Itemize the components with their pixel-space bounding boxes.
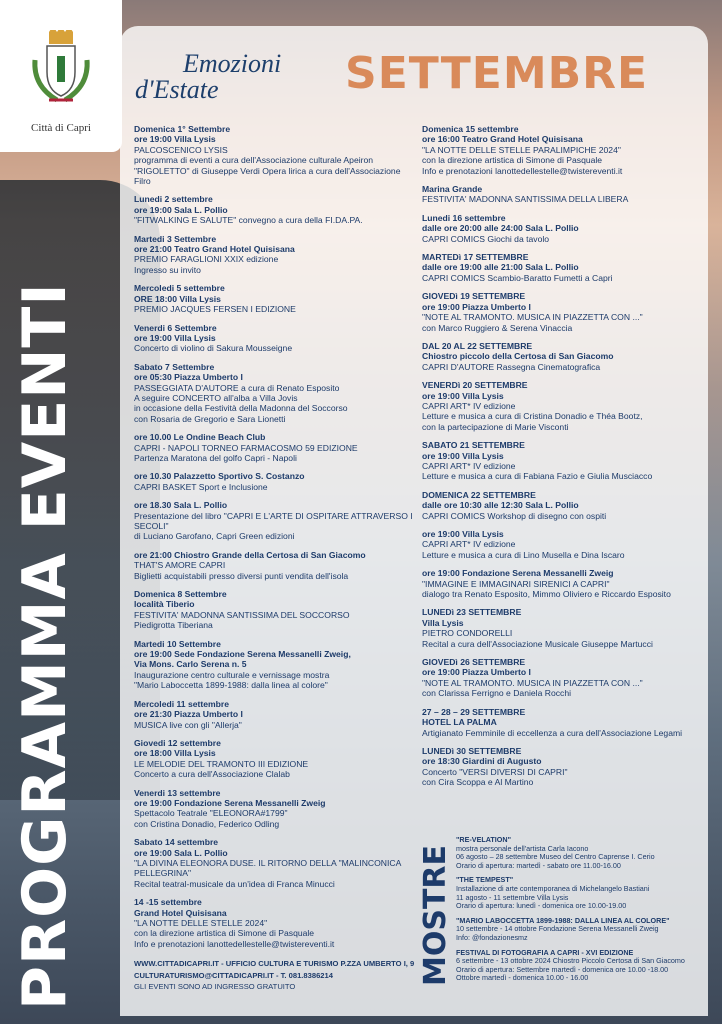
event-detail-line: "NOTE AL TRAMONTO. MUSICA IN PIAZZETTA CON ..."	[422, 677, 643, 688]
right-events-column	[422, 124, 707, 796]
event-heading-line: Lunedi 16 settembre	[422, 212, 506, 223]
event-detail-line: MUSICA live con gli "Allerja"	[134, 719, 242, 730]
event-heading-line: Marina Grande	[422, 184, 483, 195]
exhibition-item	[456, 836, 706, 870]
mostre-title: MOSTRE	[418, 844, 453, 986]
event-detail-line: con la direzione artistica di Simone di Pasquale	[134, 928, 315, 939]
event-detail-line: di Luciano Garofano, Capri Green edizioni	[134, 531, 295, 542]
event-detail-line: CAPRI ART* IV edizione	[422, 460, 516, 471]
event-detail-line: CAPRI ART* IV edizione	[422, 400, 516, 411]
event-detail-line: A seguire CONCERTO all'alba a Villa Jovis	[134, 392, 298, 403]
event-detail-line: "LA NOTTE DELLE STELLE 2024"	[134, 918, 268, 928]
event-heading-line: ore 19:00 Sala L. Pollio	[134, 847, 228, 858]
event-detail-line: CAPRI COMICS Workshop di disegno con ospiti	[422, 510, 607, 521]
footer-free-entry: GLI EVENTI SONO AD INGRESSO GRATUITO	[134, 982, 296, 991]
event-item	[134, 589, 419, 631]
event-detail-line: FESTIVITA' MADONNA SANTISSIMA DEL SOCCORSO	[134, 609, 350, 620]
event-detail-line: Orario di apertura: martedì - sabato ore 11.00-16.00	[456, 860, 621, 870]
event-heading-line: ore 19:00 Piazza Umberto I	[422, 667, 531, 678]
footer-email-phone[interactable]: CULTURATURISMO@CITTADICAPRI.IT - T. 081.8386214	[134, 970, 333, 980]
event-item	[134, 500, 419, 542]
left-events-column	[134, 124, 419, 957]
event-heading-line: Grand Hotel Quisisana	[134, 907, 227, 918]
event-detail-line: Installazione di arte contemporanea di Michelangelo Bastiani	[456, 883, 650, 893]
event-detail-line: "LA NOTTE DELLE STELLE PARALIMPICHE 2024"	[422, 144, 621, 155]
event-detail-line: "LA DIVINA ELEONORA DUSE. IL RITORNO DELLA "MALINCONICA PELLEGRINA"	[134, 857, 401, 879]
programma-eventi-title: PROGRAMMA EVENTI	[10, 282, 80, 1010]
event-heading-line: ore 21:30 Piazza Umberto I	[134, 709, 243, 720]
event-heading-line: ore 10.30 Palazzetto Sportivo S. Costanzo	[134, 471, 305, 482]
event-heading-line: ore 19:00 Piazza Umberto I	[422, 301, 531, 312]
event-item	[422, 213, 707, 244]
event-item	[422, 440, 707, 482]
event-detail-line: Biglietti acquistabili presso diversi punti vendita dell'isola	[134, 570, 349, 581]
event-heading-line: ore 19:00 Villa Lysis	[422, 529, 504, 539]
event-heading-line: "THE TEMPEST"	[456, 875, 514, 885]
event-item	[134, 837, 419, 889]
event-heading-line: MARTEDì 17 SETTEMBRE	[422, 252, 529, 263]
exhibition-item	[456, 876, 706, 910]
event-detail-line: Orario di apertura: lunedì - domenica ore 10.00-19.00	[456, 901, 627, 911]
event-detail-line: CAPRI D'AUTORE Rassegna Cinematografica	[422, 361, 601, 372]
event-heading-line: ore 18:00 Villa Lysis	[134, 748, 216, 759]
event-heading-line: "RE-VELATION"	[456, 835, 511, 844]
event-detail-line: PIETRO CONDORELLI	[422, 628, 513, 639]
event-heading-line: ore 19:00 Sede Fondazione Serena Messanelli Zweig,	[134, 649, 351, 660]
event-item	[422, 529, 707, 560]
month-title: SETTEMBRE	[345, 48, 649, 99]
event-heading-line: "MARIO LABOCCETTA 1899-1988: DALLA LINEA AL COLORE"	[456, 915, 670, 925]
event-heading-line: ore 19:00 Villa Lysis	[134, 332, 216, 343]
event-heading-line: ore 21:00 Teatro Grand Hotel Quisisana	[134, 244, 295, 255]
event-item	[422, 184, 707, 205]
event-item	[422, 568, 707, 599]
event-detail-line: con Cristina Donadio, Federico Odling	[134, 818, 280, 829]
event-detail-line: con la direzione artistica di Simone di Pasquale	[422, 155, 603, 166]
event-detail-line: con Clarissa Ferrigno e Daniela Rocchi	[422, 688, 572, 699]
event-heading-line: SABATO 21 SETTEMBRE	[422, 440, 525, 451]
event-detail-line: con Rosaria de Gregorio e Sara Lionetti	[134, 413, 286, 424]
event-heading-line: dalle ore 10:30 alle 12:30 Sala L. Pollio	[422, 500, 579, 511]
city-name: Città di Capri	[31, 122, 91, 134]
event-item	[422, 746, 707, 788]
event-detail-line: CAPRI ART* IV edizione	[422, 539, 516, 550]
event-detail-line: Partenza Maratona del golfo Capri - Napoli	[134, 452, 297, 463]
event-detail-line: Recital a cura dell'Associazione Musicale Giuseppe Martucci	[422, 638, 653, 649]
event-detail-line: Spettacolo Teatrale "ELEONORA#1799"	[134, 808, 288, 819]
event-detail-line: Piedigrotta Tiberiana	[134, 620, 213, 631]
event-item	[134, 639, 419, 691]
event-detail-line: Presentazione del libro "CAPRI E L'ARTE DI OSPITARE ATTRAVERSO I SECOLI"	[134, 510, 413, 531]
event-item	[422, 707, 707, 738]
event-detail-line: CAPRI - NAPOLI TORNEO FARMACOSMO 59 EDIZIONE	[134, 442, 358, 453]
event-detail-line: 10 settembre - 14 ottobre Fondazione Serena Messanelli Zweig	[456, 924, 659, 934]
event-detail-line: Info: @fondazionesmz	[456, 932, 528, 942]
event-detail-line: Letture e musica a cura di Cristina Donadio e Théa Bootz,	[422, 411, 643, 422]
event-heading-line: Venerdi 13 settembre	[134, 787, 221, 798]
mostre-list	[456, 836, 706, 989]
event-detail-line: PREMIO JACQUES FERSEN I EDIZIONE	[134, 304, 296, 315]
event-heading-line: Martedi 3 Settembre	[134, 233, 217, 244]
event-detail-line: in occasione della Festività della Madonna del Soccorso	[134, 403, 348, 414]
event-detail-line: Concerto a cura dell'Associazione Clalab	[134, 769, 290, 780]
event-detail-line: PREMIO FARAGLIONI XXIX edizione	[134, 254, 279, 265]
event-item	[422, 124, 707, 176]
event-detail-line: con Cira Scoppa e Al Martino	[422, 777, 534, 788]
event-heading-line: 27 – 28 – 29 SETTEMBRE	[422, 706, 526, 717]
event-heading-line: Sabato 7 Settembre	[134, 361, 215, 372]
event-detail-line: Artigianato Femminile di eccellenza a cura dell'Associazione Legami	[422, 727, 683, 738]
event-heading-line: Giovedi 12 settembre	[134, 737, 221, 748]
event-heading-line: ore 19:00 Villa Lysis	[422, 450, 504, 461]
event-item	[422, 252, 707, 283]
event-item	[134, 738, 419, 780]
event-detail-line: programma di eventi a cura dell'Associazione culturale Apeiron	[134, 155, 374, 166]
event-heading-line: FESTIVAL DI FOTOGRAFIA A CAPRI - XVI EDIZIONE	[456, 947, 634, 957]
event-heading-line: dalle ore 19:00 alle 21:00 Sala L. Pollio	[422, 262, 579, 273]
event-detail-line: Letture e musica a cura di Lino Musella e Dina Iscaro	[422, 549, 625, 560]
event-heading-line: Domenica 1° Settembre	[134, 124, 231, 134]
event-heading-line: Domenica 8 Settembre	[134, 589, 227, 600]
event-detail-line: Concerto "VERSI DIVERSI DI CAPRI"	[422, 766, 568, 777]
event-heading-line: Mercoledi 11 settembre	[134, 698, 230, 709]
event-item	[422, 490, 707, 521]
event-heading-line: Mercoledi 5 settembre	[134, 283, 225, 294]
event-detail-line: PALCOSCENICO LYSIS	[134, 144, 228, 155]
event-heading-line: ore 18.30 Sala L. Pollio	[134, 500, 228, 511]
event-detail-line: Letture e musica a cura di Fabiana Fazio e Giulia Musciacco	[422, 471, 653, 482]
event-heading-line: ore 21:00 Chiostro Grande della Certosa di San Giacomo	[134, 549, 366, 560]
event-detail-line: "RIGOLETTO" di Giuseppe Verdi Opera lirica a cura dell'Associazione Filro	[134, 165, 401, 187]
event-item	[422, 291, 707, 333]
event-heading-line: ORE 18:00 Villa Lysis	[134, 293, 221, 304]
event-detail-line: mostra personale dell'artista Carla Iacono	[456, 843, 589, 853]
event-item	[134, 471, 419, 492]
event-heading-line: Chiostro piccolo della Certosa di San Giacomo	[422, 351, 614, 362]
event-heading-line: ore 19:00 Sala L. Pollio	[134, 204, 228, 215]
event-heading-line: ore 10.00 Le Ondine Beach Club	[134, 432, 266, 443]
event-detail-line: con Marco Ruggiero & Serena Vinaccia	[422, 322, 573, 333]
event-item	[134, 124, 419, 186]
event-detail-line: LE MELODIE DEL TRAMONTO III EDIZIONE	[134, 758, 309, 769]
event-item	[134, 194, 419, 225]
event-heading-line: 14 -15 settembre	[134, 897, 202, 908]
event-detail-line: "IMMAGINE E IMMAGINARI SIRENICI A CAPRI"	[422, 578, 610, 589]
event-detail-line: Info e prenotazioni lanottedellestelle@twistereventi.it	[422, 165, 623, 176]
capri-coat-of-arms-icon	[29, 30, 93, 110]
event-heading-line: HOTEL LA PALMA	[422, 717, 497, 728]
event-heading-line: Sabato 14 settembre	[134, 837, 219, 848]
event-detail-line: Info e prenotazioni lanottedellestelle@twistereventi.it	[134, 938, 335, 949]
event-item	[134, 432, 419, 463]
exhibition-item	[456, 949, 706, 983]
event-heading-line: ore 19:00 Fondazione Serena Messanelli Zweig	[134, 797, 326, 808]
event-item	[134, 234, 419, 276]
event-heading-line: ore 16:00 Teatro Grand Hotel Quisisana	[422, 134, 583, 145]
event-heading-line: ore 19:00 Fondazione Serena Messanelli Zweig	[422, 568, 614, 579]
event-heading-line: ore 19:00 Villa Lysis	[134, 134, 216, 145]
event-detail-line: Recital teatral-musicale da un'idea di Franca Minucci	[134, 878, 335, 889]
event-detail-line: CAPRI COMICS Giochi da tavolo	[422, 233, 550, 244]
event-detail-line: 6 settembre - 13 ottobre 2024 Chiostro Piccolo Certosa di San Giacomo	[456, 956, 685, 966]
event-heading-line: GIOVEDì 26 SETTEMBRE	[422, 657, 526, 668]
event-detail-line: Concerto di violino di Sakura Mousseigne	[134, 343, 293, 354]
event-item	[134, 550, 419, 581]
event-item	[134, 788, 419, 830]
event-heading-line: DAL 20 AL 22 SETTEMBRE	[422, 340, 533, 351]
event-heading-line: Venerdi 6 Settembre	[134, 322, 217, 333]
event-item	[134, 323, 419, 354]
event-item	[422, 657, 707, 699]
event-item	[134, 897, 419, 949]
event-heading-line: Domenica 15 settembre	[422, 124, 519, 134]
event-detail-line: PASSEGGIATA D'AUTORE a cura di Renato Esposito	[134, 382, 340, 393]
city-crest	[0, 0, 122, 152]
event-heading-line: DOMENICA 22 SETTEMBRE	[422, 489, 536, 500]
event-detail-line: Inaugurazione centro culturale e vernissage mostra	[134, 669, 330, 680]
event-heading-line: Villa Lysis	[422, 617, 464, 628]
event-heading-line: Martedi 10 Settembre	[134, 638, 221, 649]
event-detail-line: 06 agosto – 28 settembre Museo del Centro Caprense I. Cerio	[456, 852, 655, 862]
event-heading-line: ore 05:30 Piazza Umberto I	[134, 372, 243, 383]
event-detail-line: THAT'S AMORE CAPRI	[134, 560, 226, 571]
event-detail-line: CAPRI BASKET Sport e Inclusione	[134, 481, 268, 492]
event-item	[422, 380, 707, 432]
footer-website-address[interactable]: WWW.CITTADICAPRI.IT - UFFICIO CULTURA E TURISMO P.ZZA UMBERTO I, 9	[134, 959, 415, 968]
event-detail-line: con la partecipazione di Marie Visconti	[422, 421, 569, 432]
event-heading-line: VENERDì 20 SETTEMBRE	[422, 380, 528, 391]
event-item	[134, 283, 419, 314]
event-detail-line: Ingresso su invito	[134, 264, 201, 275]
event-heading-line: LUNEDì 30 SETTEMBRE	[422, 745, 522, 756]
event-detail-line: "NOTE AL TRAMONTO. MUSICA IN PIAZZETTA CON ..."	[422, 312, 643, 323]
event-detail-line: dialogo tra Renato Esposito, Mimmo Oliviero e Riccardo Esposito	[422, 589, 671, 600]
event-heading-line: località Tiberio	[134, 599, 195, 610]
event-heading-line: ore 18:30 Giardini di Augusto	[422, 756, 542, 767]
event-detail-line: Ottobre martedì - domenica 10.00 - 16.00	[456, 973, 589, 983]
event-detail-line: CAPRI COMICS Scambio-Baratto Fumetti a Capri	[422, 272, 613, 283]
event-heading-line: Lunedi 2 settembre	[134, 194, 213, 205]
event-detail-line: "FITWALKING E SALUTE" convegno a cura della FI.DA.PA.	[134, 215, 363, 226]
event-heading-line: Via Mons. Carlo Serena n. 5	[134, 659, 247, 670]
footer	[134, 958, 414, 993]
event-heading-line: GIOVEDì 19 SETTEMBRE	[422, 291, 526, 302]
event-item	[134, 362, 419, 424]
event-detail-line: "Mario Laboccetta 1899-1988: dalla linea al colore"	[134, 680, 328, 691]
event-heading-line: ore 19:00 Villa Lysis	[422, 390, 504, 401]
event-item	[422, 607, 707, 649]
event-item	[422, 341, 707, 372]
event-heading-line: dalle ore 20:00 alle 24:00 Sala L. Pollio	[422, 223, 579, 234]
event-detail-line: 11 agosto - 11 settembre Villa Lysis	[456, 892, 569, 902]
brand-line-2: d'Estate	[135, 75, 219, 104]
event-item	[134, 699, 419, 730]
event-detail-line: FESTIVITA' MADONNA SANTISSIMA DELLA LIBERA	[422, 194, 629, 205]
brand-line-1: Emozioni	[183, 49, 282, 78]
exhibition-item	[456, 917, 706, 943]
event-detail-line: Orario di apertura: Settembre martedì - domenica ore 10.00 -18.00	[456, 964, 669, 974]
emozioni-destate-logo	[135, 45, 295, 105]
event-heading-line: LUNEDì 23 SETTEMBRE	[422, 607, 522, 618]
